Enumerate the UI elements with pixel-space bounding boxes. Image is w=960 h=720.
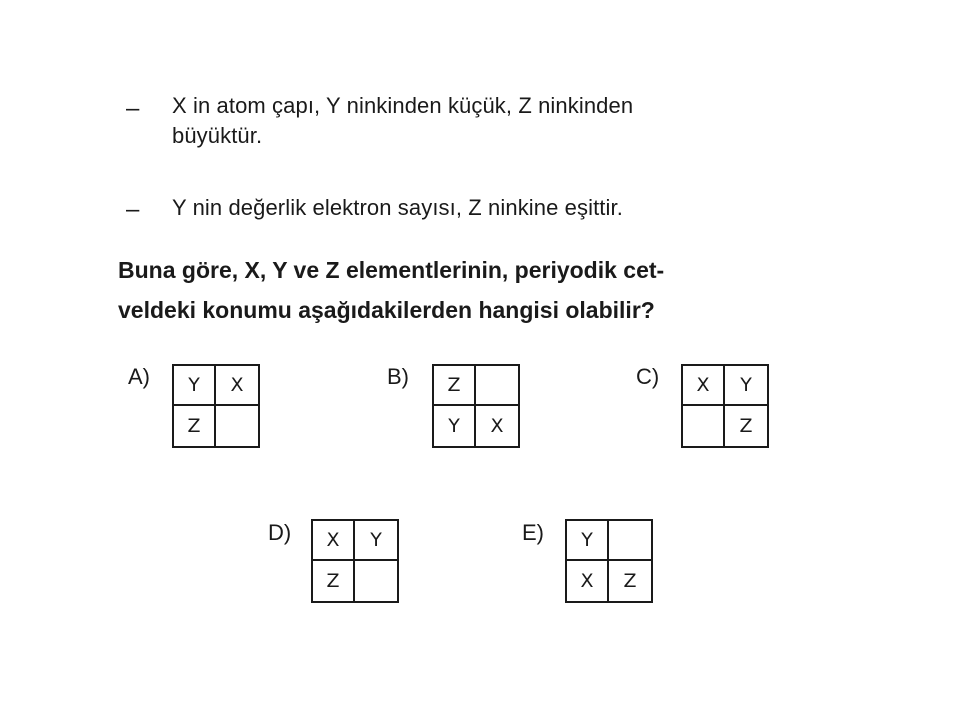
option-a-cell-2: X — [216, 366, 258, 406]
option-e-cell-2 — [609, 521, 651, 561]
option-e-cell-3: X — [567, 561, 609, 601]
statement-2-line-1: Y nin değerlik elektron sayısı, Z ninkine eşittir. — [172, 195, 623, 220]
option-d-grid[interactable] — [311, 519, 399, 603]
option-b-cell-3: Y — [434, 406, 476, 446]
option-a-cell-4 — [216, 406, 258, 446]
option-d-cell-4 — [355, 561, 397, 601]
option-a-grid[interactable] — [172, 364, 260, 448]
option-d-cell-3: Z — [313, 561, 355, 601]
option-c-cell-1: X — [683, 366, 725, 406]
statement-1 — [172, 91, 832, 151]
statement-1-line-1: X in atom çapı, Y ninkinden küçük, Z ninkinden — [172, 93, 634, 118]
option-b-grid[interactable] — [432, 364, 520, 448]
option-c-grid[interactable] — [681, 364, 769, 448]
statement-1-bullet: – — [126, 95, 140, 122]
option-e-label[interactable]: E) — [522, 520, 544, 545]
option-e-cell-4: Z — [623, 570, 637, 592]
option-b-label[interactable]: B) — [387, 364, 409, 389]
statement-2-bullet: – — [126, 196, 140, 223]
option-c-label[interactable]: C) — [636, 364, 660, 389]
option-d-cell-2: Y — [355, 521, 397, 561]
question-text — [118, 250, 838, 330]
option-b-cell-4: X — [490, 415, 504, 437]
option-a-cell-3: Z — [174, 406, 216, 446]
question-line-1: Buna göre, X, Y ve Z elementlerinin, periyodik cet- — [118, 257, 665, 283]
option-b-cell-1: Z — [434, 366, 476, 406]
option-b-cell-2 — [476, 366, 518, 406]
option-d-label[interactable]: D) — [268, 520, 292, 545]
option-e-cell-1: Y — [567, 521, 609, 561]
statement-2 — [172, 193, 832, 223]
option-a-cell-1: Y — [174, 366, 216, 406]
statement-1-line-2: büyüktür. — [172, 123, 263, 148]
option-a-label[interactable]: A) — [128, 364, 150, 389]
option-e-grid[interactable] — [565, 519, 653, 603]
question-line-2: veldeki konumu aşağıdakilerden hangisi olabilir? — [118, 297, 655, 323]
option-c-cell-2: Y — [725, 366, 767, 406]
option-d-cell-1: X — [313, 521, 355, 561]
option-c-cell-4: Z — [739, 415, 753, 437]
option-c-cell-3 — [683, 406, 725, 446]
